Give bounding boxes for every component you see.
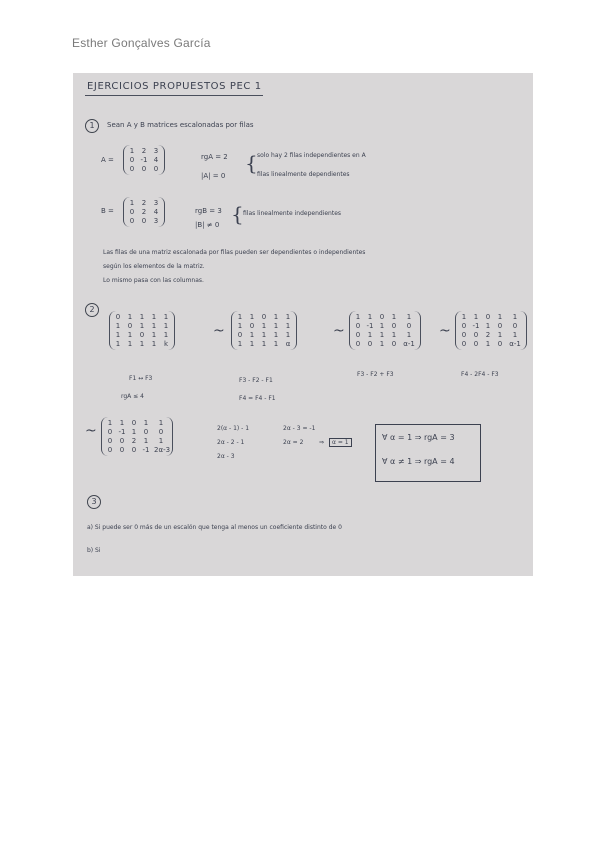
matrix-b bbox=[123, 197, 165, 227]
matrix-cell: 3 bbox=[153, 217, 159, 225]
matrix-cell: 1 bbox=[367, 313, 373, 321]
matrix-cell: 0 bbox=[127, 322, 133, 330]
calc-right-1: 2α - 3 = -1 bbox=[283, 425, 316, 432]
matrix-5 bbox=[101, 417, 173, 456]
matrix-b-label: B = bbox=[101, 207, 114, 215]
matrix-cell: 0 bbox=[355, 322, 361, 330]
matrix-cell: k bbox=[163, 340, 169, 348]
calc-left-2: 2α - 2 - 1 bbox=[217, 439, 245, 446]
matrix-cell: 1 bbox=[143, 419, 149, 427]
matrix-cell: 1 bbox=[273, 340, 279, 348]
note-a-2: filas linealmente dependientes bbox=[257, 171, 350, 178]
matrix-cell: 0 bbox=[158, 428, 164, 436]
matrix-cell: 0 bbox=[355, 331, 361, 339]
equivalence-tilde: ~ bbox=[333, 323, 345, 339]
matrix-cell: 1 bbox=[461, 313, 467, 321]
ops-2-a: F3 - F2 - F1 bbox=[239, 377, 273, 384]
matrix-cell: α-1 bbox=[403, 340, 415, 348]
ops-1-a: F1 ↔ F3 bbox=[129, 375, 153, 382]
matrix-cell: 1 bbox=[237, 340, 243, 348]
matrix-a-label: A = bbox=[101, 156, 114, 164]
matrix-cell: 2 bbox=[131, 437, 137, 445]
matrix-cell: 0 bbox=[107, 428, 113, 436]
matrix-cell: 0 bbox=[512, 322, 518, 330]
solution-boxed: α = 1 bbox=[329, 438, 352, 447]
section-1-number: 1 bbox=[85, 119, 99, 133]
result-2: ∀ α ≠ 1 ⇒ rgA = 4 bbox=[382, 457, 455, 466]
matrix-cell: 0 bbox=[119, 446, 125, 454]
matrix-cell: -1 bbox=[142, 446, 150, 454]
section-3-item-b: b) Si bbox=[87, 547, 101, 554]
matrix-cell: 1 bbox=[129, 147, 135, 155]
matrix-cell: 1 bbox=[273, 322, 279, 330]
matrix-cell: 0 bbox=[355, 340, 361, 348]
matrix-cell: 1 bbox=[367, 331, 373, 339]
matrix-cell: 1 bbox=[261, 340, 267, 348]
matrix-cell: 1 bbox=[497, 331, 503, 339]
matrix-cell: 3 bbox=[153, 147, 159, 155]
matrix-cell: 1 bbox=[158, 419, 164, 427]
matrix-cell: 0 bbox=[153, 165, 159, 173]
ops-3: F3 - F2 + F3 bbox=[357, 371, 394, 378]
matrix-cell: 0 bbox=[129, 165, 135, 173]
matrix-cell: -1 bbox=[472, 322, 480, 330]
matrix-cell: 0 bbox=[129, 208, 135, 216]
matrix-2 bbox=[231, 311, 297, 350]
matrix-cell: 0 bbox=[461, 340, 467, 348]
matrix-cell: 1 bbox=[129, 199, 135, 207]
matrix-cell: 2 bbox=[141, 147, 147, 155]
result-1: ∀ α = 1 ⇒ rgA = 3 bbox=[382, 433, 455, 442]
matrix-cell: 1 bbox=[163, 313, 169, 321]
ops-1-b: rgA ≤ 4 bbox=[121, 393, 144, 400]
handwritten-page-scan bbox=[73, 73, 533, 576]
matrix-cell: 1 bbox=[391, 331, 397, 339]
matrix-cell: 1 bbox=[127, 340, 133, 348]
matrix-cell: α bbox=[285, 340, 291, 348]
matrix-cell: 0 bbox=[461, 322, 467, 330]
matrix-cell: 0 bbox=[129, 217, 135, 225]
matrix-cell: 1 bbox=[379, 340, 385, 348]
matrix-cell: 0 bbox=[139, 331, 145, 339]
note-a-1: solo hay 2 filas independientes en A bbox=[257, 152, 366, 159]
note-b: filas linealmente independientes bbox=[243, 210, 342, 217]
matrix-cell: 0 bbox=[391, 340, 397, 348]
matrix-cell: 0 bbox=[141, 217, 147, 225]
matrix-cell: 0 bbox=[497, 340, 503, 348]
matrix-cell: 0 bbox=[131, 446, 137, 454]
matrix-cell: 0 bbox=[406, 322, 412, 330]
matrix-cell: 0 bbox=[141, 165, 147, 173]
solution-arrow: ⇒ bbox=[319, 439, 325, 446]
matrix-cell: 2 bbox=[141, 208, 147, 216]
matrix-cell: 1 bbox=[237, 313, 243, 321]
matrix-cell: 2 bbox=[485, 331, 491, 339]
result-box bbox=[375, 424, 481, 482]
matrix-a bbox=[123, 145, 165, 175]
matrix-cell: 0 bbox=[129, 156, 135, 164]
matrix-1 bbox=[109, 311, 175, 350]
section-3-item-a: a) Si puede ser 0 más de un escalón que tenga al menos un coeficiente distinto de 0 bbox=[87, 524, 342, 531]
det-a: |A| = 0 bbox=[201, 172, 226, 180]
matrix-cell: 1 bbox=[131, 428, 137, 436]
matrix-cell: 0 bbox=[461, 331, 467, 339]
matrix-cell: 0 bbox=[143, 428, 149, 436]
matrix-cell: 1 bbox=[249, 340, 255, 348]
matrix-cell: 0 bbox=[367, 340, 373, 348]
section-2-number: 2 bbox=[85, 303, 99, 317]
matrix-cell: 1 bbox=[127, 313, 133, 321]
section-1-intro: Sean A y B matrices escalonadas por filas bbox=[107, 121, 254, 129]
calc-left-1: 2(α - 1) - 1 bbox=[217, 425, 250, 432]
matrix-cell: 1 bbox=[285, 322, 291, 330]
calc-left-3: 2α - 3 bbox=[217, 453, 235, 460]
matrix-cell: 1 bbox=[163, 322, 169, 330]
matrix-cell: α-1 bbox=[509, 340, 521, 348]
rank-b: rgB = 3 bbox=[195, 207, 222, 215]
matrix-cell: 0 bbox=[249, 322, 255, 330]
matrix-cell: 1 bbox=[237, 322, 243, 330]
matrix-cell: 1 bbox=[151, 340, 157, 348]
calc-right-2: 2α = 2 bbox=[283, 439, 304, 446]
matrix-cell: 1 bbox=[151, 322, 157, 330]
conclusion-line-2: según los elementos de la matriz. bbox=[103, 263, 205, 270]
matrix-cell: 1 bbox=[406, 331, 412, 339]
matrix-cell: 1 bbox=[273, 313, 279, 321]
equivalence-tilde: ~ bbox=[85, 423, 97, 439]
matrix-cell: 0 bbox=[473, 331, 479, 339]
matrix-cell: 1 bbox=[406, 313, 412, 321]
matrix-cell: 1 bbox=[151, 331, 157, 339]
ops-4: F4 - 2F4 - F3 bbox=[461, 371, 499, 378]
matrix-cell: 1 bbox=[163, 331, 169, 339]
matrix-cell: 0 bbox=[107, 437, 113, 445]
matrix-cell: 1 bbox=[143, 437, 149, 445]
matrix-cell: 1 bbox=[127, 331, 133, 339]
ops-2-b: F4 = F4 - F1 bbox=[239, 395, 276, 402]
matrix-cell: 1 bbox=[485, 322, 491, 330]
equivalence-tilde: ~ bbox=[213, 323, 225, 339]
matrix-cell: 1 bbox=[485, 340, 491, 348]
matrix-cell: 0 bbox=[485, 313, 491, 321]
matrix-cell: 1 bbox=[139, 340, 145, 348]
conclusion-line-1: Las filas de una matriz escalonada por filas pueden ser dependientes o independientes bbox=[103, 249, 366, 256]
rank-a: rgA = 2 bbox=[201, 153, 228, 161]
equivalence-tilde: ~ bbox=[439, 323, 451, 339]
matrix-cell: 2 bbox=[141, 199, 147, 207]
matrix-cell: -1 bbox=[118, 428, 126, 436]
section-3-number: 3 bbox=[87, 495, 101, 509]
matrix-cell: 1 bbox=[139, 313, 145, 321]
title-underline bbox=[85, 95, 263, 96]
brace-b: { bbox=[231, 202, 244, 226]
matrix-cell: -1 bbox=[366, 322, 374, 330]
author-name: Esther Gonçalves García bbox=[72, 36, 211, 50]
matrix-cell: 4 bbox=[153, 156, 159, 164]
matrix-cell: 4 bbox=[153, 208, 159, 216]
matrix-cell: 0 bbox=[379, 313, 385, 321]
conclusion-line-3: Lo mismo pasa con las columnas. bbox=[103, 277, 204, 284]
matrix-cell: 1 bbox=[497, 313, 503, 321]
matrix-cell: 1 bbox=[158, 437, 164, 445]
matrix-cell: 0 bbox=[115, 313, 121, 321]
matrix-cell: -1 bbox=[140, 156, 148, 164]
matrix-cell: 0 bbox=[391, 322, 397, 330]
matrix-cell: 0 bbox=[107, 446, 113, 454]
matrix-cell: 1 bbox=[273, 331, 279, 339]
matrix-cell: 1 bbox=[261, 331, 267, 339]
matrix-cell: 1 bbox=[512, 313, 518, 321]
matrix-cell: 1 bbox=[119, 419, 125, 427]
matrix-cell: 2α-3 bbox=[154, 446, 171, 454]
matrix-cell: 0 bbox=[261, 313, 267, 321]
matrix-cell: 1 bbox=[355, 313, 361, 321]
matrix-cell: 1 bbox=[379, 322, 385, 330]
matrix-cell: 0 bbox=[473, 340, 479, 348]
matrix-4 bbox=[455, 311, 527, 350]
matrix-cell: 1 bbox=[285, 313, 291, 321]
matrix-cell: 1 bbox=[249, 331, 255, 339]
matrix-cell: 1 bbox=[115, 331, 121, 339]
matrix-3 bbox=[349, 311, 421, 350]
matrix-cell: 1 bbox=[139, 322, 145, 330]
matrix-cell: 1 bbox=[115, 340, 121, 348]
matrix-cell: 1 bbox=[379, 331, 385, 339]
matrix-cell: 1 bbox=[285, 331, 291, 339]
det-b: |B| ≠ 0 bbox=[195, 221, 220, 229]
matrix-cell: 1 bbox=[473, 313, 479, 321]
matrix-cell: 1 bbox=[261, 322, 267, 330]
matrix-cell: 0 bbox=[131, 419, 137, 427]
matrix-cell: 1 bbox=[391, 313, 397, 321]
matrix-cell: 1 bbox=[115, 322, 121, 330]
brace-a: { bbox=[245, 151, 258, 175]
matrix-cell: 0 bbox=[119, 437, 125, 445]
matrix-cell: 1 bbox=[249, 313, 255, 321]
matrix-cell: 0 bbox=[497, 322, 503, 330]
matrix-cell: 1 bbox=[512, 331, 518, 339]
page-title: EJERCICIOS PROPUESTOS PEC 1 bbox=[87, 81, 262, 92]
matrix-cell: 3 bbox=[153, 199, 159, 207]
matrix-cell: 0 bbox=[237, 331, 243, 339]
matrix-cell: 1 bbox=[107, 419, 113, 427]
matrix-cell: 1 bbox=[151, 313, 157, 321]
